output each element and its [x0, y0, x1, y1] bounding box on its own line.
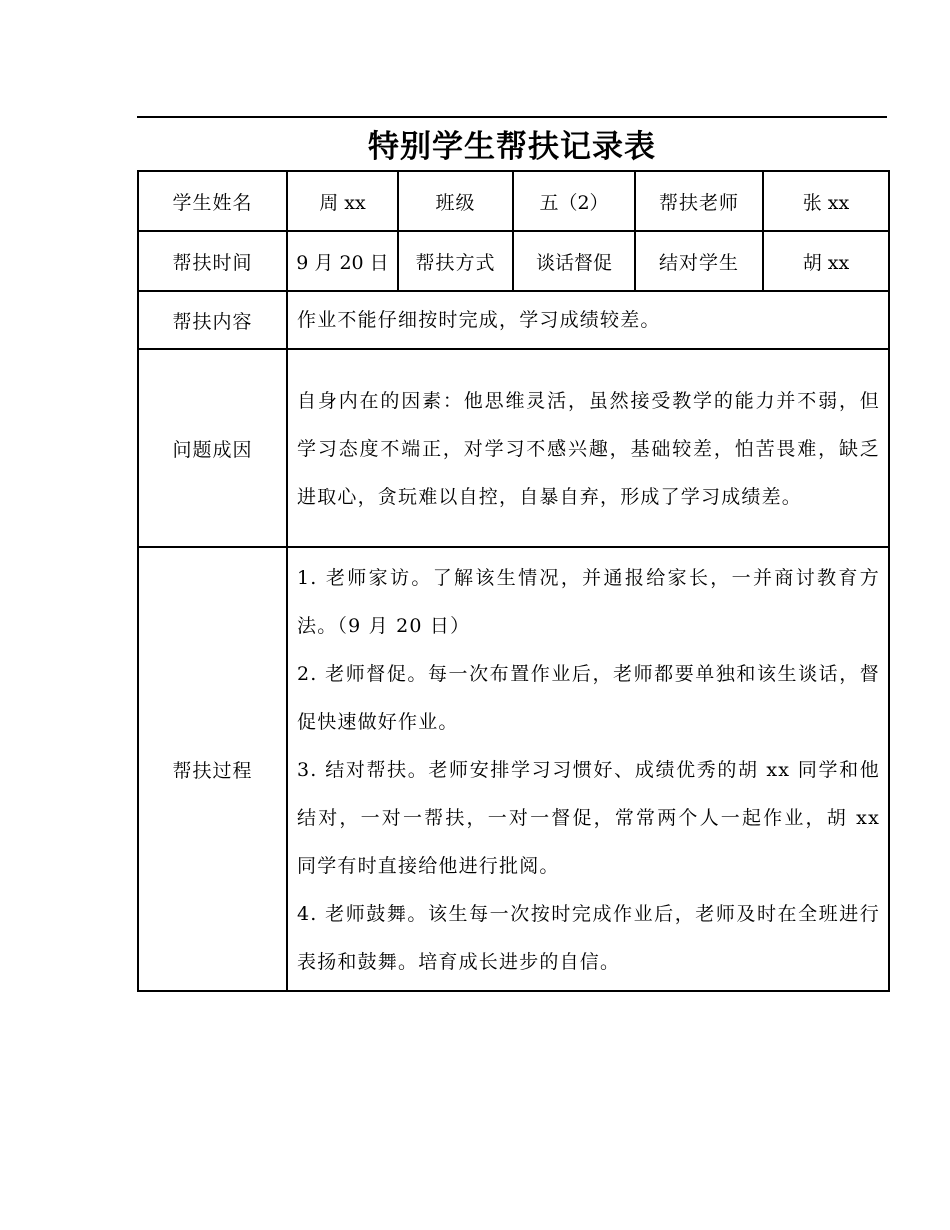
- table-row-help-process: [138, 547, 889, 991]
- student-name-value: 周 xx: [287, 171, 398, 231]
- table-row-help-info: [138, 231, 889, 291]
- process-step: 2. 老师督促。每一次布置作业后，老师都要单独和该生谈话，督促快速做好作业。: [297, 663, 880, 733]
- help-method-value: 谈话督促: [513, 231, 635, 291]
- teacher-value: 张 xx: [763, 171, 889, 231]
- document-title: 特别学生帮扶记录表: [368, 129, 656, 165]
- top-rule: [137, 116, 887, 118]
- teacher-label: 帮扶老师: [635, 171, 763, 231]
- pair-student-value: 胡 xx: [763, 231, 889, 291]
- help-method-label: 帮扶方式: [398, 231, 513, 291]
- record-table: [137, 170, 890, 992]
- process-step: 1. 老师家访。了解该生情况，并通报给家长，一并商讨教育方法。（9 月 20 日）: [297, 567, 880, 637]
- problem-cause-value: 自身内在的因素：他思维灵活，虽然接受教学的能力并不弱，但学习态度不端正，对学习不感兴趣，基础较差，怕苦畏难，缺乏进取心，贪玩难以自控，自暴自弃，形成了学习成绩差。: [287, 349, 889, 547]
- table-row-help-content: [138, 291, 889, 349]
- table-row-problem-cause: [138, 349, 889, 547]
- help-time-label: 帮扶时间: [138, 231, 287, 291]
- class-value: 五（2）: [513, 171, 635, 231]
- table-row-basic-info: [138, 171, 889, 231]
- process-step: 4. 老师鼓舞。该生每一次按时完成作业后，老师及时在全班进行表扬和鼓舞。培育成长进步的自信。: [297, 903, 880, 973]
- help-process-label: 帮扶过程: [138, 547, 287, 991]
- class-label: 班级: [398, 171, 513, 231]
- help-content-label: 帮扶内容: [138, 291, 287, 349]
- process-step: 3. 结对帮扶。老师安排学习习惯好、成绩优秀的胡 xx 同学和他结对，一对一帮扶，一对一督促，常常两个人一起作业，胡 xx 同学有时直接给他进行批阅。: [297, 759, 880, 877]
- problem-cause-label: 问题成因: [138, 349, 287, 547]
- help-process-steps: [287, 547, 889, 991]
- help-time-value: 9 月 20 日: [287, 231, 398, 291]
- help-content-value: 作业不能仔细按时完成，学习成绩较差。: [287, 291, 889, 349]
- student-name-label: 学生姓名: [138, 171, 287, 231]
- pair-student-label: 结对学生: [635, 231, 763, 291]
